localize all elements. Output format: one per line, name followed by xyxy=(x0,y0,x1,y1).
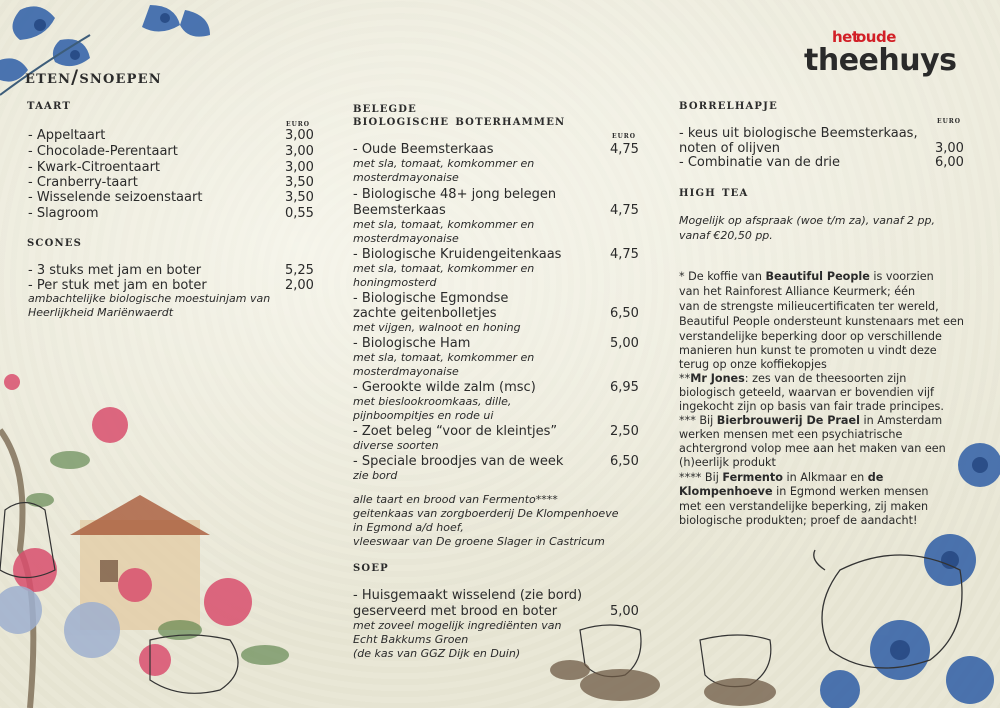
menu-desc: met bieslookroomkaas, dille, xyxy=(353,395,512,408)
menu-item: - Biologische Ham xyxy=(353,336,471,351)
menu-price: 5,25 xyxy=(285,263,314,278)
section-borrelhapje-heading: borrelhapje xyxy=(679,97,778,113)
section-soep-heading: soep xyxy=(353,559,389,575)
menu-item: - Appeltaart xyxy=(28,128,106,143)
menu-item: Beemsterkaas xyxy=(353,203,446,218)
note-line: * De koffie van Beautiful People is voorzien xyxy=(679,270,934,283)
menu-price: 5,00 xyxy=(610,336,639,351)
note-line: met een verstandelijke beperking, zij maken xyxy=(679,500,929,513)
menu-item: - Oude Beemsterkaas xyxy=(353,142,494,157)
menu-item: - Gerookte wilde zalm (msc) xyxy=(353,380,536,395)
menu-item: - Per stuk met jam en boter xyxy=(28,278,207,293)
note-line: van de strengste milieucertificaten ter wereld, xyxy=(679,300,939,313)
menu-price: 3,50 xyxy=(285,190,314,205)
menu-desc: pijnboompitjes en rode ui xyxy=(353,409,494,422)
menu-desc: zie bord xyxy=(353,469,398,482)
menu-desc: (de kas van GGZ Dijk en Duin) xyxy=(353,647,521,660)
menu-item: - Kwark-Citroentaart xyxy=(28,160,161,175)
menu-item: - keus uit biologische Beemsterkaas, xyxy=(679,126,918,141)
page-title: eten/snoepen xyxy=(25,66,162,88)
note-line: werken mensen met een psychiatrische xyxy=(679,428,903,441)
euro-label-borrelhapje: euro xyxy=(937,116,962,126)
menu-price: 2,00 xyxy=(285,278,314,293)
section-hightea-heading: high tea xyxy=(679,184,749,200)
footer-note: in Egmond a/d hoef, xyxy=(353,521,464,534)
menu-price: 3,00 xyxy=(285,144,314,159)
section-scones-heading: scones xyxy=(27,234,83,250)
menu-desc: met vijgen, walnoot en honing xyxy=(353,321,521,334)
menu-price: 0,55 xyxy=(285,206,314,221)
note-line: terug op onze koffiekopjes xyxy=(679,358,827,371)
menu-price: 6,50 xyxy=(610,306,639,321)
hightea-text: vanaf €20,50 pp. xyxy=(679,229,773,242)
menu-desc: met sla, tomaat, komkommer en xyxy=(353,351,535,364)
note-line: biologische produkten; proef de aandacht! xyxy=(679,514,918,527)
euro-label-boterhammen: euro xyxy=(612,131,637,141)
note-line: manieren hun kunst te promoten u vindt deze xyxy=(679,344,937,357)
menu-price: 6,95 xyxy=(610,380,639,395)
floral-garden-illustration xyxy=(0,370,340,708)
menu-desc: met zoveel mogelijk ingrediënten van xyxy=(353,619,562,632)
menu-item: - 3 stuks met jam en boter xyxy=(28,263,202,278)
note-line: ingekocht zijn op basis van fair trade principes. xyxy=(679,400,944,413)
menu-desc: mosterdmayonaise xyxy=(353,365,459,378)
menu-price: 3,00 xyxy=(285,128,314,143)
menu-note: ambachtelijke biologische moestuinjam van xyxy=(28,292,271,305)
menu-item: - Biologische 48+ jong belegen xyxy=(353,187,557,202)
menu-item: noten of olijven xyxy=(679,141,781,156)
menu-desc: met sla, tomaat, komkommer en xyxy=(353,157,535,170)
menu-item: - Chocolade-Perentaart xyxy=(28,144,178,159)
menu-price: 3,50 xyxy=(285,175,314,190)
menu-item: zachte geitenbolletjes xyxy=(353,306,497,321)
menu-desc: Echt Bakkums Groen xyxy=(353,633,469,646)
menu-item: - Speciale broodjes van de week xyxy=(353,454,564,469)
menu-price: 3,00 xyxy=(285,160,314,175)
note-line: achtergrond volop mee aan het maken van een xyxy=(679,442,946,455)
note-line: biologisch geteeld, waarvan er bovendien vijf xyxy=(679,386,934,399)
menu-price: 5,00 xyxy=(610,604,639,619)
menu-price: 2,50 xyxy=(610,424,639,439)
brand-logo xyxy=(804,30,974,82)
section-taart-heading: taart xyxy=(27,97,71,113)
menu-desc: diverse soorten xyxy=(353,439,439,452)
menu-desc: mosterdmayonaise xyxy=(353,171,459,184)
menu-price: 4,75 xyxy=(610,203,639,218)
note-line: (h)eerlijk produkt xyxy=(679,456,776,469)
euro-label-taart: euro xyxy=(286,119,311,129)
section-boterhammen-heading-1: belegde xyxy=(353,100,417,116)
footer-note: geitenkaas van zorgboerderij De Klompenhoeve xyxy=(353,507,619,520)
hightea-text: Mogelijk op afspraak (woe t/m za), vanaf 2 pp, xyxy=(679,214,936,227)
menu-item: - Slagroom xyxy=(28,206,99,221)
note-line: *** Bij Bierbrouwerij De Prael in Amsterdam xyxy=(679,414,943,427)
menu-price: 6,50 xyxy=(610,454,639,469)
menu-item: - Wisselende seizoenstaart xyxy=(28,190,203,205)
note-line: van het Rainforest Alliance Keurmerk; één xyxy=(679,285,916,298)
menu-item: geserveerd met brood en boter xyxy=(353,604,558,619)
menu-price: 6,00 xyxy=(935,155,964,170)
note-line: **Mr Jones: zes van de theesoorten zijn xyxy=(679,372,907,385)
note-line: Klompenhoeve in Egmond werken mensen xyxy=(679,485,929,498)
menu-item: - Huisgemaakt wisselend (zie bord) xyxy=(353,588,583,603)
menu-note: Heerlijkheid Mariënwaerdt xyxy=(28,306,174,319)
logo-het: het xyxy=(832,28,859,46)
menu-price: 4,75 xyxy=(610,247,639,262)
menu-item: - Combinatie van de drie xyxy=(679,155,841,170)
menu-price: 3,00 xyxy=(935,141,964,156)
logo-theehuys: theehuys xyxy=(804,43,957,78)
menu-desc: mosterdmayonaise xyxy=(353,232,459,245)
section-boterhammen-heading-2: biologische boterhammen xyxy=(353,113,566,129)
menu-item: - Cranberry-taart xyxy=(28,175,138,190)
logo-oude: oude xyxy=(856,28,896,46)
menu-desc: met sla, tomaat, komkommer en xyxy=(353,218,535,231)
menu-item: - Biologische Egmondse xyxy=(353,291,509,306)
footer-note: alle taart en brood van Fermento**** xyxy=(353,493,558,506)
menu-desc: honingmosterd xyxy=(353,276,437,289)
note-line: **** Bij Fermento in Alkmaar en de xyxy=(679,471,884,484)
footer-note: vleeswaar van De groene Slager in Castricum xyxy=(353,535,605,548)
note-line: verstandelijke beperking door op verschillende xyxy=(679,330,942,343)
menu-item: - Zoet beleg “voor de kleintjes” xyxy=(353,424,558,439)
menu-price: 4,75 xyxy=(610,142,639,157)
menu-item: - Biologische Kruidengeitenkaas xyxy=(353,247,562,262)
menu-desc: met sla, tomaat, komkommer en xyxy=(353,262,535,275)
note-line: Beautiful People ondersteunt kunstenaars met een xyxy=(679,315,964,328)
